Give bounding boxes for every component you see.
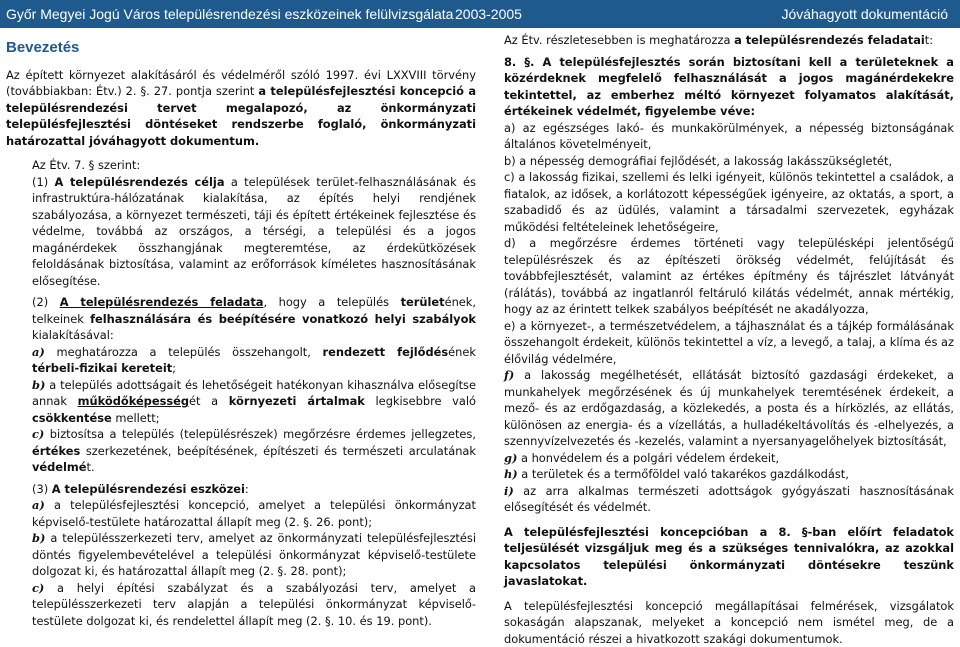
intro-paragraph bbox=[6, 67, 476, 150]
section-7-ref: Az Étv. 7. § szerint: bbox=[6, 157, 476, 174]
right-intro: Az Étv. részletesebben is meghatározza a településrendezés feladatait: bbox=[504, 32, 954, 49]
item-8f: f) a lakosság megélhetését, ellátását biztosító gazdasági érdekeket, a munkahelyek megőrzésének és új munkahelyek teremtésének érdekeit, a mező- és az erdőgazdaság, a közlekedés, a posta és a hírközlés, az ellátás, különösen az energia- és a vízellátás, a hulladékeltávolítás és -elhelyezés, a szennyvízelvezetés és -kezelés, valamint a nyersanyagelőhelyek biztosítását, bbox=[504, 367, 954, 450]
paragraph-1: (1) A településrendezés célja a települések terület-felhasználásának és infrastruktúra-hálózatának kialakítása, az építés helyi rendjének szabályozása, a környezet természeti, táji és épített értékeinek fejlesztése és védelme, továbbá az országos, a térségi, a települési és a jogos magánérdekek összhangjának megteremtése, az érdekütközések feloldásának biztosítása, valamint az erőforrások kíméletes hasznosításának elősegítése. bbox=[6, 174, 476, 290]
intro-text-3: a településfejlesztési koncepció a településrendezési tervet megalapozó, az önkormányzati településfejlesztési döntéseket rendszerbe foglaló, önkormányzati határozattal jóváhagyott dokumentum. bbox=[6, 84, 476, 148]
left-column bbox=[6, 32, 476, 629]
item-a: a) meghatározza a település összehangolt, rendezett fejlődésének térbeli-fizikai kereteit; bbox=[6, 344, 476, 377]
item-8b: b) a népesség demográfiai fejlődését, a lakosság lakásszükségletét, bbox=[504, 153, 954, 170]
tool-c: c) a helyi építési szabályzat és a szabályozási terv, amelyet a településszerkezeti terv alapján a települési önkormányzat képviselő-testülete dolgozat ki, és rendelettel állapít meg (2. §. 10. és 19. pont). bbox=[6, 580, 476, 630]
paragraph-3: (3) A településrendezési eszközei: bbox=[6, 481, 476, 498]
p1-bold: A településrendezés célja bbox=[54, 175, 224, 189]
item-8g: g) a honvédelem és a polgári védelem érdekeit, bbox=[504, 450, 954, 467]
tool-b: b) a településszerkezeti terv, amelyet az önkormányzati településfejlesztési döntés figyelembevételével a települési önkormányzat képviselő-testülete dolgozat ki, és határozattal állapít meg (2. §. 28. pont); bbox=[6, 530, 476, 580]
right-column bbox=[504, 32, 954, 647]
item-8h: h) a területek és a termőföldel való takarékos gazdálkodást, bbox=[504, 466, 954, 483]
item-8a: a) az egészséges lakó- és munkakörülmények, a népesség biztonságának általános követelményeit, bbox=[504, 120, 954, 153]
header-years: 2003-2005 bbox=[455, 6, 522, 22]
section-8: 8. §. A településfejlesztés során biztosítani kell a területeknek a közérdeknek megfelelő felhasználását a jogos magánérdekekre tekintettel, az emberhez méltó környezet folyamatos alakítását, értékeinek védelmét, figyelembe véve: bbox=[504, 54, 954, 120]
item-8i: i) az arra alkalmas természeti adottságok gyógyászati hasznosításának elősegítését és védelmét. bbox=[504, 483, 954, 516]
item-b: b) a település adottságait és lehetőségeit hatékonyan kihasználva elősegítse annak működőképességét a környezeti ártalmak legkisebbre való csökkentése mellett; bbox=[6, 377, 476, 427]
item-8e: e) a környezet-, a természetvédelem, a tájhasználat és a tájkép formálásának összehangolt érdekeit, különös tekintettel a víz, a levegő, a talaj, a klíma és az élővilág védelmére, bbox=[504, 318, 954, 368]
item-c: c) biztosítsa a település (településrészek) megőrzésre érdemes jellegzetes, értékes szerkezetének, beépítésének, építészeti és természeti arculatának védelmét. bbox=[6, 426, 476, 476]
header-doc-type: Jóváhagyott dokumentáció bbox=[781, 6, 948, 22]
tool-a: a) a településfejlesztési koncepció, amelyet a települési önkormányzat képviselő-testülete határozattal állapít meg (2. §. 26. pont); bbox=[6, 497, 476, 530]
item-8d: d) a megőrzésre érdemes történeti vagy településképi jelentőségű településrészek és az építészeti örökség védelmét, felújítását és továbbfejlesztését, valamint az értékes építmény és tájrészlet látványát (rálátás), továbbá az ingatlanról feltáruló kilátás védelmét, annak mértékig, hogy az az érintett telkek szabályos beépítését ne akadályozza, bbox=[504, 235, 954, 318]
paragraph-2: (2) A településrendezés feladata, hogy a település területének, telkeinek felhasználására és beépítésére vonatkozó helyi szabályok kialakításával: bbox=[6, 294, 476, 344]
page-header bbox=[0, 0, 960, 28]
section-heading: Bevezetés bbox=[6, 40, 476, 57]
intro-text-1: Az épített környezet alakításáról és védelméről szóló 1997. évi LXXVIII törvény (továbbiakban: Étv.) 2. §. 27. bbox=[6, 68, 476, 99]
intro-text-2: pontja szerint bbox=[176, 84, 254, 98]
conclusion-bold: A településfejlesztési koncepcióban a 8. §-ban előírt feladatok teljesülését vizsgáljuk meg és a szükséges tennivalókra, az azokkal kapcsolatos települési önkormányzati döntésekre teszünk javaslatokat. bbox=[504, 524, 954, 590]
item-8c: c) a lakosság fizikai, szellemi és lelki igényeit, különös tekintettel a családok, a fiatalok, az idősek, a korlátozott képességűek igényeire, az oktatás, a sport, a szabadidő és az üdülés, valamint a társadalmi szervezetek, egyházak működési feltételeinek lehetőségeire, bbox=[504, 169, 954, 235]
header-title: Győr Megyei Jogú Város településrendezési eszközeinek felülvizsgálata bbox=[6, 6, 453, 22]
closing-paragraph: A településfejlesztési koncepció megállapításai felmérések, vizsgálatok sokaságán alapszanak, melyeket a koncepció nem ismétel meg, de a dokumentáció részei a hivatkozott szakági dokumentumok. bbox=[504, 598, 954, 647]
